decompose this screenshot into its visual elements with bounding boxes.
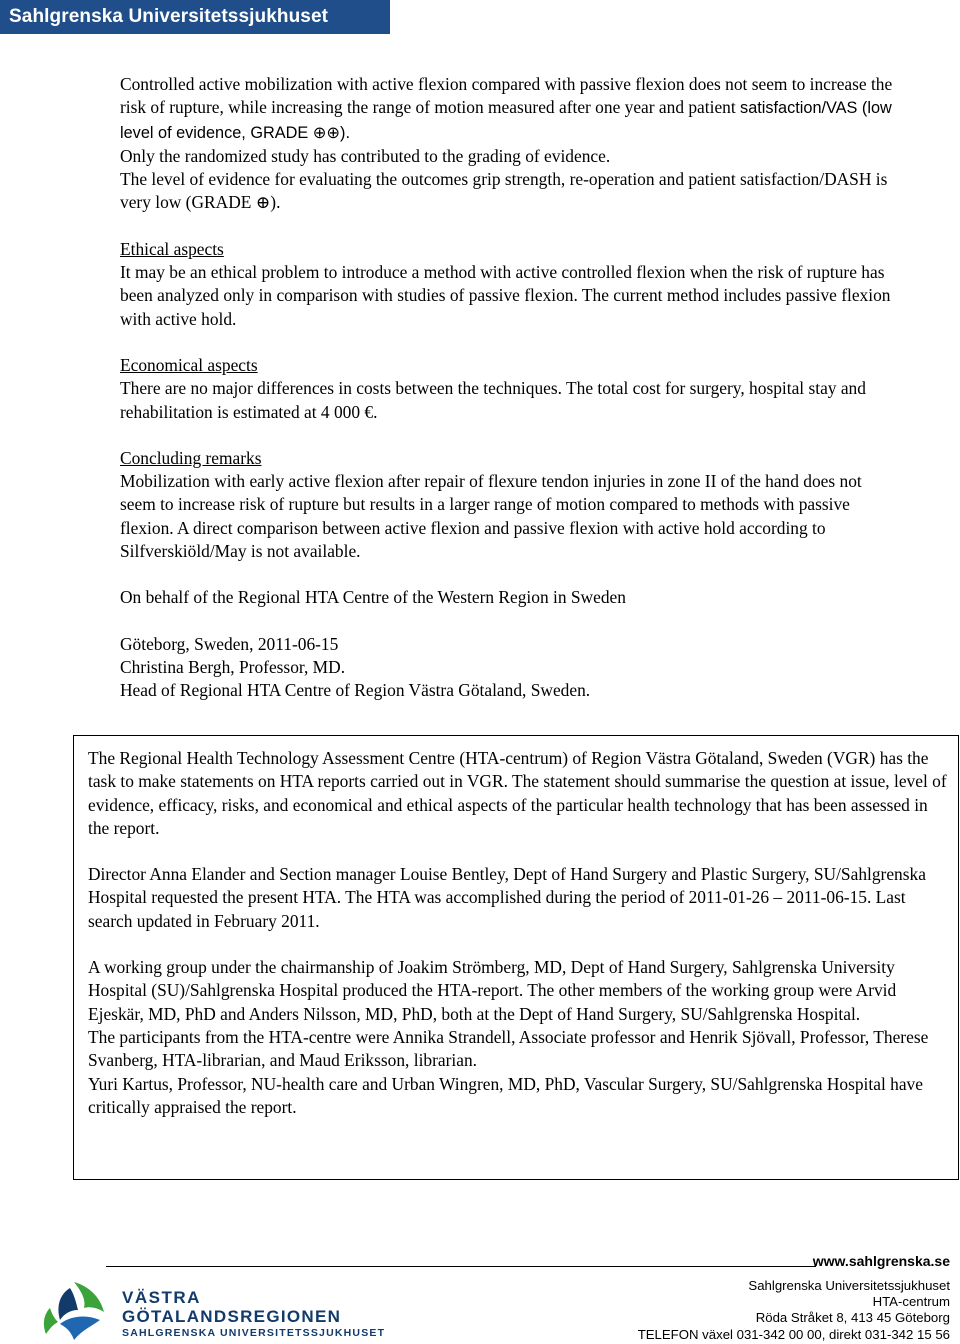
footer-phone: TELEFON växel 031-342 00 00, direkt 031-342 15 56 <box>637 1326 950 1342</box>
region-map-icon <box>30 1278 120 1342</box>
vastra-gotalandsregionen-logo <box>30 1278 390 1342</box>
footer-street: Röda Stråket 8, 413 45 Göteborg <box>755 1310 950 1326</box>
place-date: Göteborg, Sweden, 2011-06-15 <box>120 633 339 654</box>
intro-paragraph-2: Only the randomized study has contributed to the grading of evidence. <box>120 145 611 166</box>
footer-unit: HTA-centrum <box>872 1294 950 1310</box>
economical-heading: Economical aspects <box>120 354 258 375</box>
ethical-text: It may be an ethical problem to introduce a method with active controlled flexion when the risk of rupture has been analyzed only in comparison with studies of passive flexion. The current method includes passive flexion with active hold. <box>120 262 891 329</box>
box-paragraph-2: Director Anna Elander and Section manager Louise Bentley, Dept of Hand Surgery and Plastic Surgery, SU/Sahlgrenska Hospital requested the present HTA. The HTA was accomplished during the period of 2011-01-26 – 2011-06-15. Last search updated in February 2011. <box>88 864 926 931</box>
logo-line-2: GÖTALANDSREGIONEN <box>122 1307 342 1326</box>
hospital-banner: Sahlgrenska Universitetssjukhuset <box>0 0 390 34</box>
box-paragraph-4: The participants from the HTA-centre were Annika Strandell, Associate professor and Henrik Sjövall, Professor, Therese Svanberg, HTA-librarian, and Maud Eriksson, librarian. <box>88 1026 929 1071</box>
signatory-name: Christina Bergh, Professor, MD. <box>120 656 346 677</box>
footer-rule <box>106 1266 816 1267</box>
economical-text: There are no major differences in costs between the techniques. The total cost for surgery, hospital stay and rehabilitation is estimated at 4 000 €. <box>120 378 866 422</box>
footer-address <box>638 1278 950 1343</box>
ethical-heading: Ethical aspects <box>120 238 224 259</box>
box-paragraph-1: The Regional Health Technology Assessment Centre (HTA-centrum) of Region Västra Götaland, Sweden (VGR) has the task to make statements on HTA reports carried out in VGR. The statement should summarise the question at issue, level of evidence, efficacy, risks, and economical and ethical aspects of the particular health technology that has been assessed in the report. <box>88 748 947 838</box>
hta-info-box <box>73 735 959 1180</box>
footer-website-link[interactable]: www.sahlgrenska.se <box>812 1253 950 1269</box>
concluding-text: Mobilization with early active flexion after repair of flexure tendon injuries in zone II of the hand does not seem to increase risk of rupture but results in a larger range of motion compared to methods with passive flexion. A direct comparison between active flexion and passive flexion with active hold according to Silfverskiöld/May is not available. <box>120 471 862 562</box>
footer-org: Sahlgrenska Universitetssjukhuset <box>748 1278 950 1293</box>
behalf-line: On behalf of the Regional HTA Centre of the Western Region in Sweden <box>120 587 626 608</box>
intro-paragraph-1 <box>120 73 900 145</box>
box-paragraph-3: A working group under the chairmanship of Joakim Strömberg, MD, Dept of Hand Surgery, Sahlgrenska University Hospital (SU)/Sahlgrenska Hospital produced the HTA-report. The other members of the working group were Arvid Ejeskär, MD, PhD and Anders Nilsson, MD, PhD, both at the Dept of Hand Surgery, SU/Sahlgrenska Hospital. <box>88 957 897 1024</box>
statement-body <box>120 73 900 703</box>
concluding-heading: Concluding remarks <box>120 447 262 468</box>
intro-text: Controlled active mobilization with active flexion compared with passive flexion does not seem to increase the risk of rupture, while increasing the range of motion measured after one year and patient <box>120 74 893 118</box>
intro-grade-text: satisfaction/VAS (low level of evidence, GRADE ⊕⊕). <box>120 99 892 142</box>
logo-line-3: SAHLGRENSKA UNIVERSITETSSJUKHUSET <box>122 1327 386 1339</box>
logo-line-1: VÄSTRA <box>122 1288 201 1307</box>
signatory-title: Head of Regional HTA Centre of Region Västra Götaland, Sweden. <box>120 680 591 701</box>
intro-paragraph-3: The level of evidence for evaluating the outcomes grip strength, re-operation and patient satisfaction/DASH is very low (GRADE ⊕). <box>120 169 888 213</box>
box-paragraph-5: Yuri Kartus, Professor, NU-health care and Urban Wingren, MD, PhD, Vascular Surgery, SU/Sahlgrenska Hospital have critically appraised the report. <box>88 1073 923 1117</box>
